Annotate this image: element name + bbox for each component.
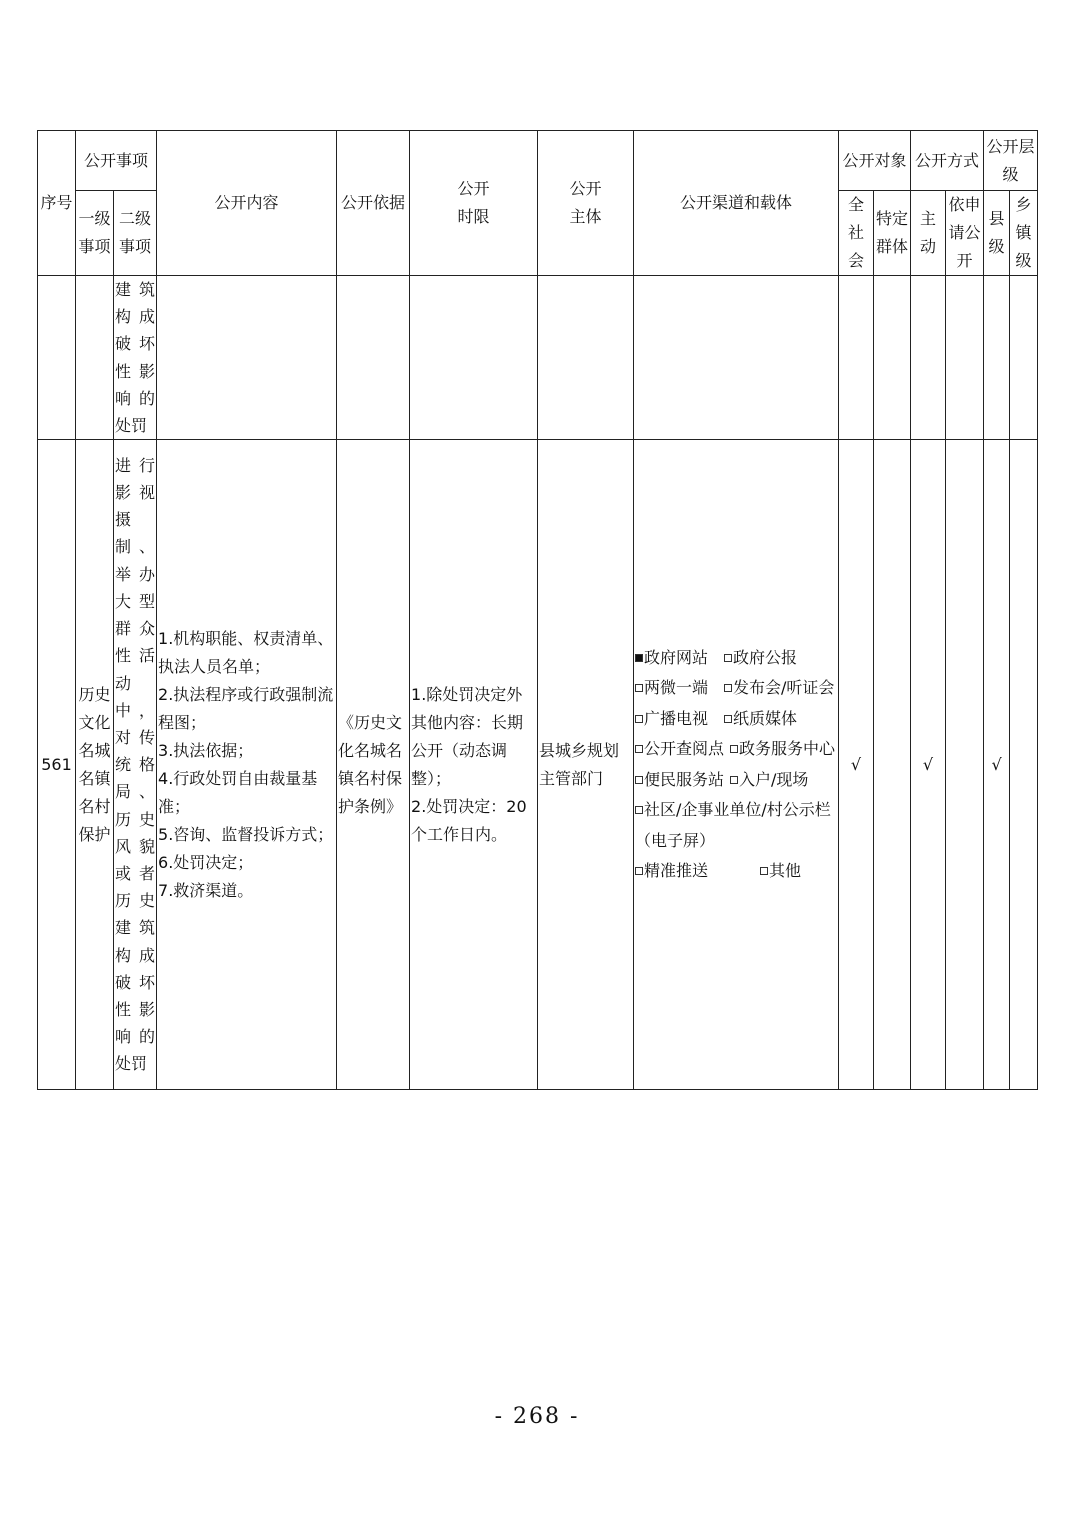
cell-empty bbox=[911, 276, 946, 440]
unchecked-box-icon bbox=[730, 745, 738, 753]
unchecked-box-icon bbox=[724, 684, 732, 692]
content-item: 3.执法依据； bbox=[158, 740, 254, 760]
cell-target-all: √ bbox=[839, 440, 874, 1090]
cell-subject: 县城乡规划主管部门 bbox=[538, 440, 634, 1090]
header-level2: 二级 事项 bbox=[114, 191, 157, 276]
unchecked-box-icon bbox=[724, 654, 732, 662]
header-time-limit: 公开 时限 bbox=[410, 131, 538, 276]
content-item: 2.执法程序或行政强制流程图； bbox=[158, 684, 334, 732]
cell-level2: 进行 影视 摄 制、 举办 大型 群众 性活 动 中， 对传 统格 局、 历史 风貌 或者 历史 建筑 构成 破坏 性影 响的 处罚 bbox=[114, 440, 157, 1090]
cell-empty bbox=[634, 276, 839, 440]
cell-empty bbox=[946, 276, 984, 440]
header-subject: 公开 主体 bbox=[538, 131, 634, 276]
cell-level1-empty bbox=[76, 276, 114, 440]
cell-empty bbox=[410, 276, 538, 440]
cell-empty bbox=[157, 276, 337, 440]
content-item: 1.机构职能、权责清单、执法人员名单； bbox=[158, 628, 334, 676]
unchecked-box-icon bbox=[635, 715, 643, 723]
cell-empty bbox=[538, 276, 634, 440]
unchecked-box-icon bbox=[635, 776, 643, 784]
header-level-county: 县 级 bbox=[984, 191, 1010, 276]
header-target-all: 全 社 会 bbox=[839, 191, 874, 276]
unchecked-box-icon bbox=[724, 715, 732, 723]
unchecked-box-icon bbox=[635, 745, 643, 753]
header-method: 公开方式 bbox=[911, 131, 984, 191]
content-item: 7.救济渠道。 bbox=[158, 880, 254, 900]
cell-seq: 561 bbox=[38, 440, 76, 1090]
content-item: 4.行政处罚自由裁量基准； bbox=[158, 768, 318, 816]
cell-empty bbox=[337, 276, 410, 440]
cell-empty bbox=[874, 276, 911, 440]
cell-time-limit: 1.除处罚决定外其他内容：长期公开（动态调整）； 2.处罚决定：20个工作日内。 bbox=[410, 440, 538, 1090]
header-disclosure-item: 公开事项 bbox=[76, 131, 157, 191]
header-seq: 序号 bbox=[38, 131, 76, 276]
header-target: 公开对象 bbox=[839, 131, 911, 191]
header-level-town: 乡 镇 级 bbox=[1010, 191, 1038, 276]
header-level1: 一级 事项 bbox=[76, 191, 114, 276]
cell-method-request bbox=[946, 440, 984, 1090]
header-content: 公开内容 bbox=[157, 131, 337, 276]
table-row-continued bbox=[38, 276, 1038, 440]
header-channels: 公开渠道和载体 bbox=[634, 131, 839, 276]
unchecked-box-icon bbox=[635, 806, 643, 814]
cell-channels: 政府网站 政府公报 两微一端 发布会/听证会 广播电视 纸质媒体 公开查阅点 政务服务中心 便民服务站 入户/现场 社区/企事业单位/村公示栏（电子屏） 精准推送 其他 bbox=[634, 440, 839, 1090]
content-item: 5.咨询、监督投诉方式； bbox=[158, 824, 334, 844]
cell-empty bbox=[839, 276, 874, 440]
table-row-561 bbox=[38, 440, 1038, 1090]
disclosure-table bbox=[37, 130, 1038, 1090]
header-method-active: 主 动 bbox=[911, 191, 946, 276]
header-basis: 公开依据 bbox=[337, 131, 410, 276]
header-level: 公开层 级 bbox=[984, 131, 1038, 191]
cell-level-town bbox=[1010, 440, 1038, 1090]
unchecked-box-icon bbox=[635, 684, 643, 692]
cell-basis: 《历史文化名城名镇名村保护条例》 bbox=[337, 440, 410, 1090]
unchecked-box-icon bbox=[635, 867, 643, 875]
header-target-specific: 特定 群体 bbox=[874, 191, 911, 276]
header-method-request: 依申 请公 开 bbox=[946, 191, 984, 276]
cell-level1: 历史 文化 名城 名镇 名村 保护 bbox=[76, 440, 114, 1090]
cell-target-specific bbox=[874, 440, 911, 1090]
cell-empty bbox=[984, 276, 1010, 440]
cell-level-county: √ bbox=[984, 440, 1010, 1090]
content-item: 6.处罚决定； bbox=[158, 852, 254, 872]
cell-level2-continued: 建筑 构成 破坏 性影 响的 处罚 bbox=[114, 276, 157, 440]
unchecked-box-icon bbox=[730, 776, 738, 784]
checked-box-icon bbox=[635, 654, 643, 662]
cell-seq-empty bbox=[38, 276, 76, 440]
unchecked-box-icon bbox=[760, 867, 768, 875]
page-number: - 268 - bbox=[494, 1404, 580, 1429]
cell-empty bbox=[1010, 276, 1038, 440]
cell-method-active: √ bbox=[911, 440, 946, 1090]
cell-content bbox=[157, 440, 337, 1090]
